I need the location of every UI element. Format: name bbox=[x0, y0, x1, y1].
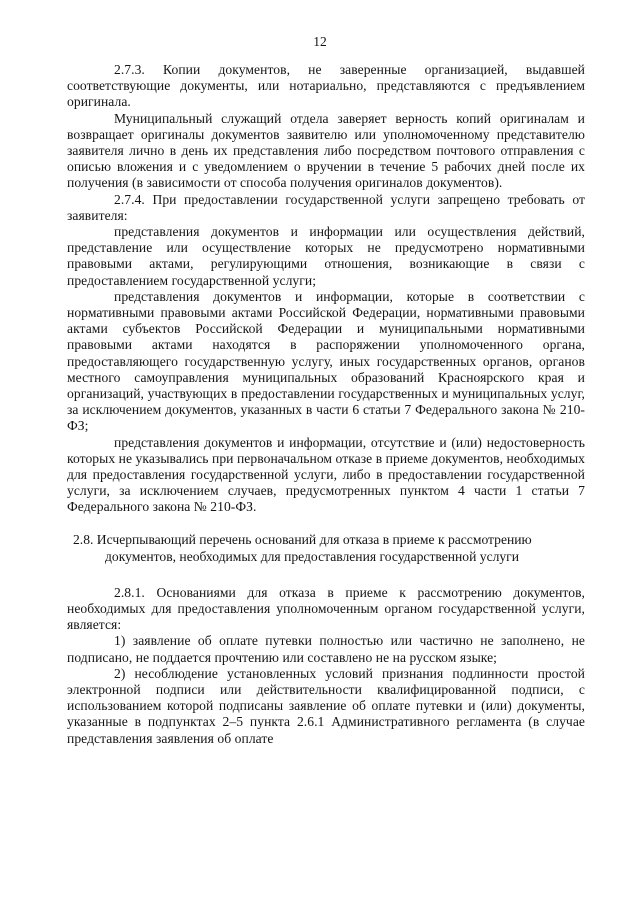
paragraph-ground-1: 1) заявление об оплате путевки полностью или частично не заполнено, не подписано, не поддается прочтению или составлено не на русском языке; bbox=[67, 633, 585, 665]
paragraph-prohibited-actions: представления документов и информации или осуществления действий, представление или осуществление которых не предусмотрено нормативными правовыми актами, регулирующими отношения, возникающие в связи с предоставлением государственной услуги; bbox=[67, 224, 585, 288]
section-heading-line-1: 2.8. Исчерпывающий перечень оснований для отказа в приеме к рассмотрению bbox=[73, 531, 532, 547]
paragraph-2-7-3: 2.7.3. Копии документов, не заверенные организацией, выдавшей соответствующие документы, или нотариально, представляются с предъявлением оригинала. bbox=[67, 62, 585, 110]
paragraph-2-8-1: 2.8.1. Основаниями для отказа в приеме к рассмотрению документов, необходимых для предоставления уполномоченным органом государственной услуги, является: bbox=[67, 584, 585, 633]
paragraph-ground-2: 2) несоблюдение установленных условий признания подлинности простой электронной подписи или действительности квалифицированной подписи, с использованием которой подписаны заявление об оплате путевки и (или) документы, указанные в подпунктах 2–5 пункта 2.6.1 Административного регламента (в случае представления заявления об оплате bbox=[67, 665, 585, 746]
section-heading-2-8 bbox=[67, 531, 585, 565]
paragraph-prohibited-missing-info: представления документов и информации, отсутствие и (или) недостоверность которых не указывались при первоначальном отказе в приеме документов, необходимых для предоставления государственной услуги, либо в предоставлении государственной услуги, за исключением случаев, предусмотренных пунктом 4 части 1 статьи 7 Федерального закона № 210-ФЗ. bbox=[67, 434, 585, 515]
paragraph-2-7-4: 2.7.4. При предоставлении государственной услуги запрещено требовать от заявителя: bbox=[67, 191, 585, 223]
document-body bbox=[67, 62, 585, 747]
paragraph-copies-verification: Муниципальный служащий отдела заверяет верность копий оригиналам и возвращает оригиналы документов заявителю или уполномоченному представителю заявителя лично в день их представления либо посредством почтового отправления с описью вложения и с уведомлением о вручении в течение 5 рабочих дней после их получения (в зависимости от способа получения оригиналов документов). bbox=[67, 110, 585, 191]
section-heading-line-2: документов, необходимых для предоставления государственной услуги bbox=[105, 548, 520, 564]
page-number: 12 bbox=[313, 34, 327, 49]
paragraph-prohibited-documents: представления документов и информации, которые в соответствии с нормативными правовыми актами Российской Федерации, нормативными правовыми актами субъектов Российской Федерации и муниципальными нормативными правовыми актами находятся в распоряжении уполномоченного органа, предоставляющего государственную услугу, иных государственных органов, органов местного самоуправления муниципальных образований Красноярского края и организаций, участвующих в предоставлении государственных и муниципальных услуг, за исключением документов, указанных в части 6 статьи 7 Федерального закона № 210-ФЗ; bbox=[67, 288, 585, 434]
